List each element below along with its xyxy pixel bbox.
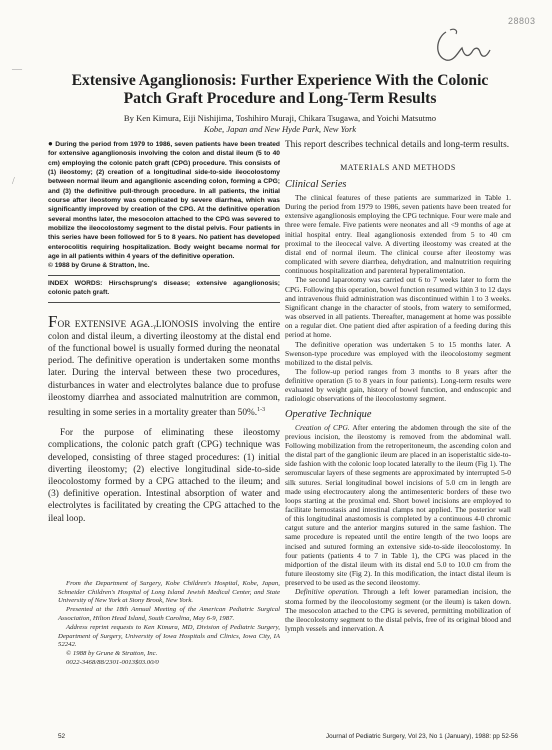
creation-paragraph <box>285 423 511 588</box>
footnote-presented: Presented at the 18th Annual Meeting of the American Pediatric Surgical Association, Hilton Head Island, South Carolina, May 6-9, 1987. <box>58 606 280 622</box>
creation-label: Creation of CPG. <box>295 422 350 432</box>
definitive-text: Through a left lower paramedian incision, the stoma formed by the ileocolostomy segment (or the ileum) is taken down. The mesocolon attached to the CPG is severed, permitting mobilization of the ileocolostomy segment to the distal pelvis, free of its original blood and lymph vessels and innervation. A <box>285 587 512 634</box>
abstract-copyright: © 1988 by Grune & Stratton, Inc. <box>48 262 150 270</box>
journal-citation: Journal of Pediatric Surgery, Vol 23, No 1 (January), 1988: pp 52-56 <box>325 733 518 740</box>
intro-paragraph-2: For the purpose of eliminating these ileostomy complications, the colonic patch graft (CPG) technique was developed, consisting of three staged procedures: (1) initial diverting ileostomy; (2) elective longitudinal side-to-side ileocolostomy formed by a CPG attached to the ileum; and (3) definitive operation. Intestinal absorption of water and electrolytes is facilitated by creating the CPG attached to the ileal loop. <box>48 428 280 524</box>
clinical-paragraph-1: The clinical features of these patients are summarized in Table 1. During the period from 1979 to 1986, seven patients have been treated for extensive aganglionosis employing the CPG technique. Four were male and three were female. Five patients were neonates and all <9 months of age at initial hospital entry. Ileal aganglionosis extended from 5 to 40 cm proximal to the ileocecal valve. A diverting ileostomy was created at the distal end of normal ileum. The clinical course after ileostomy was complicated with severe diarrhea, dehydration, and malnutrition requiring continuous hospitalization and parenteral hyperalimentation. <box>285 193 511 276</box>
intro-lead-rest: LIONOSIS <box>155 319 199 330</box>
abstract <box>48 139 280 271</box>
definitive-paragraph <box>285 587 511 633</box>
subheading-clinical: Clinical Series <box>285 179 347 190</box>
intro-paragraph-1: involving the entire colon and distal ileum, a diverting ileostomy at the distal end of the functional bowel is usually formed during the neonatal period. The definitive operation is undertaken some months later. During the interval between these two procedures, disturbances in water and electrolytes balance due to profuse ileostomy diarrhea and associated malnutrition are common, resulting in some series in a mortality greater than 50%. <box>48 319 280 419</box>
drop-cap: F <box>48 311 58 331</box>
definitive-label: Definitive operation. <box>295 587 359 597</box>
right-column <box>285 139 511 633</box>
archive-number: 28803 <box>508 16 536 26</box>
margin-mark: — <box>12 64 22 75</box>
operative-technique-text <box>285 423 511 634</box>
divider <box>48 302 280 303</box>
clinical-paragraph-2: The second laparotomy was carried out 6 to 7 weeks later to form the CPG. Following this operation, bowel function resumed within 3 to 12 days and intravenous fluid administration was discontinued within 1 to 3 weeks. Significant change in the character of stools, from watery to semiformed, was observed in all patients. Thereafter, management at home was possible on a regular diet. One patient died after aspiration of a feeding during this period at home. <box>285 275 511 340</box>
handwritten-signature-icon <box>432 22 494 64</box>
footnote-code: 0022-3468/88/2301-0013$03.00/0 <box>66 659 159 667</box>
page-number: 52 <box>58 733 66 740</box>
author-affiliation: Kobe, Japan and New Hyde Park, New York <box>203 124 357 134</box>
article-title: Extensive Aganglionosis: Further Experience With the Colonic Patch Graft Procedure and Long-Term Results <box>71 72 489 107</box>
left-column <box>48 139 280 525</box>
footnote-from: From the Department of Surgery, Kobe Children's Hospital, Kobe, Japan, Schneider Children's Hospital of Long Island Jewish Medical Center, and State University of New York at Stony Brook, New York. <box>58 580 280 605</box>
author-list: By Ken Kimura, Eiji Nishijima, Toshihiro Muraji, Chikara Tsugawa, and Yoichi Matsutmo <box>123 113 437 123</box>
intro-paragraph <box>48 311 280 420</box>
citation-superscript: 1-3 <box>257 406 266 413</box>
footnote-reprints: Address reprint requests to Ken Kimura, MD, Division of Pediatric Surgery, Department of Surgery, University of Iowa Hospitals and Clinics, Iowa City, IA 52242. <box>58 623 280 649</box>
subheading-operative: Operative Technique <box>285 408 372 420</box>
clinical-paragraph-4: The follow-up period ranges from 3 months to 8 years after the definitive operation (5 to 8 years in four patients). Long-term results were evaluated by weight gain, history of bowel function, and endoscopic and radiologic observations of the ileocolostomy segment. <box>285 366 511 404</box>
clinical-paragraph-3: The definitive operation was undertaken 5 to 15 months later. A Swenson-type procedure was employed with the ileocolostomy segment mobilized to the distal pelvis. <box>285 339 511 367</box>
section-heading: MATERIALS AND METHODS <box>340 163 456 172</box>
footnote-copyright: © 1988 by Grune & Stratton, Inc. <box>66 650 158 658</box>
clinical-series-text <box>285 193 511 404</box>
report-description: This report describes technical details and long-term results. <box>285 140 510 150</box>
margin-mark: / <box>12 176 15 187</box>
divider <box>48 275 280 276</box>
index-words: INDEX WORDS: Hirschsprung's disease; extensive aganglionosis; colonic patch graft. <box>48 279 280 297</box>
intro-lead: OR EXTENSIVE AGA․ᵧ <box>57 319 156 330</box>
abstract-text: During the period from 1979 to 1986, seven patients have been treated for extensive aganglionosis involving the colon and distal ileum (5 to 40 cm) employing the colonic patch graft (CPG) procedure. This consists of (1) ileostomy; (2) creation of a longitudinal side-to-side ileocolostomy between normal ileum and aganglionic ascending colon, forming a CPG; and (3) the definitive pull-through procedure. In all patients, the initial course after ileostomy was complicated by severe diarrhea, which was significantly improved by creation of the CPG. At the definitive operation several months later, the mesocolon attached to the CPG was severed to mobilize the ileocolostomy segment to the distal pelvis. Four patients in this series have been followed for 5 to 8 years. No patient has developed enterocolitis requiring hospitalization. Body weight became normal for age in all patients within 4 years of the definitive operation. <box>48 141 280 261</box>
footnotes <box>58 580 280 668</box>
bullet-icon: ● <box>48 139 54 148</box>
creation-text: After entering the abdomen through the site of the previous incision, the ileostomy is removed from the abdominal wall. Following mobilization from the retroperitoneum, the ascending colon and the distal part of the ganglionic ileum are placed in an isoperistaltic side-to-side fashion with the colonic loop located laterally to the ileum (Fig 1). The seromuscular layers of these segments are approximated by interrupted 5-0 silk sutures. Serial longitudinal bowel incisions of 5.0 cm in length are made using electrocautery along the antimesenteric borders of these two loops starting at the proximal end. Short bowel incisions are employed to facilitate hemostasis and intestinal clamps not applied. The posterior wall of this longitudinal anastomosis is completed by a continuous 4-0 chromic catgut suture and the anterior margins sutured in the same fashion. The same procedure is repeated until the entire length of the two loops are incised and sutured forming an extensive side-to-side ileocolostomy. In four patients (patients 4 to 7 in Table 1), the CPG was placed in the midportion of the distal ileum with its distal end 5.0 to 10.0 cm from the future ileostomy site (Fig 2). In this modification, the intact distal ileum is preserved to be used as the second ileostomy. <box>285 422 511 588</box>
introduction <box>48 311 280 525</box>
